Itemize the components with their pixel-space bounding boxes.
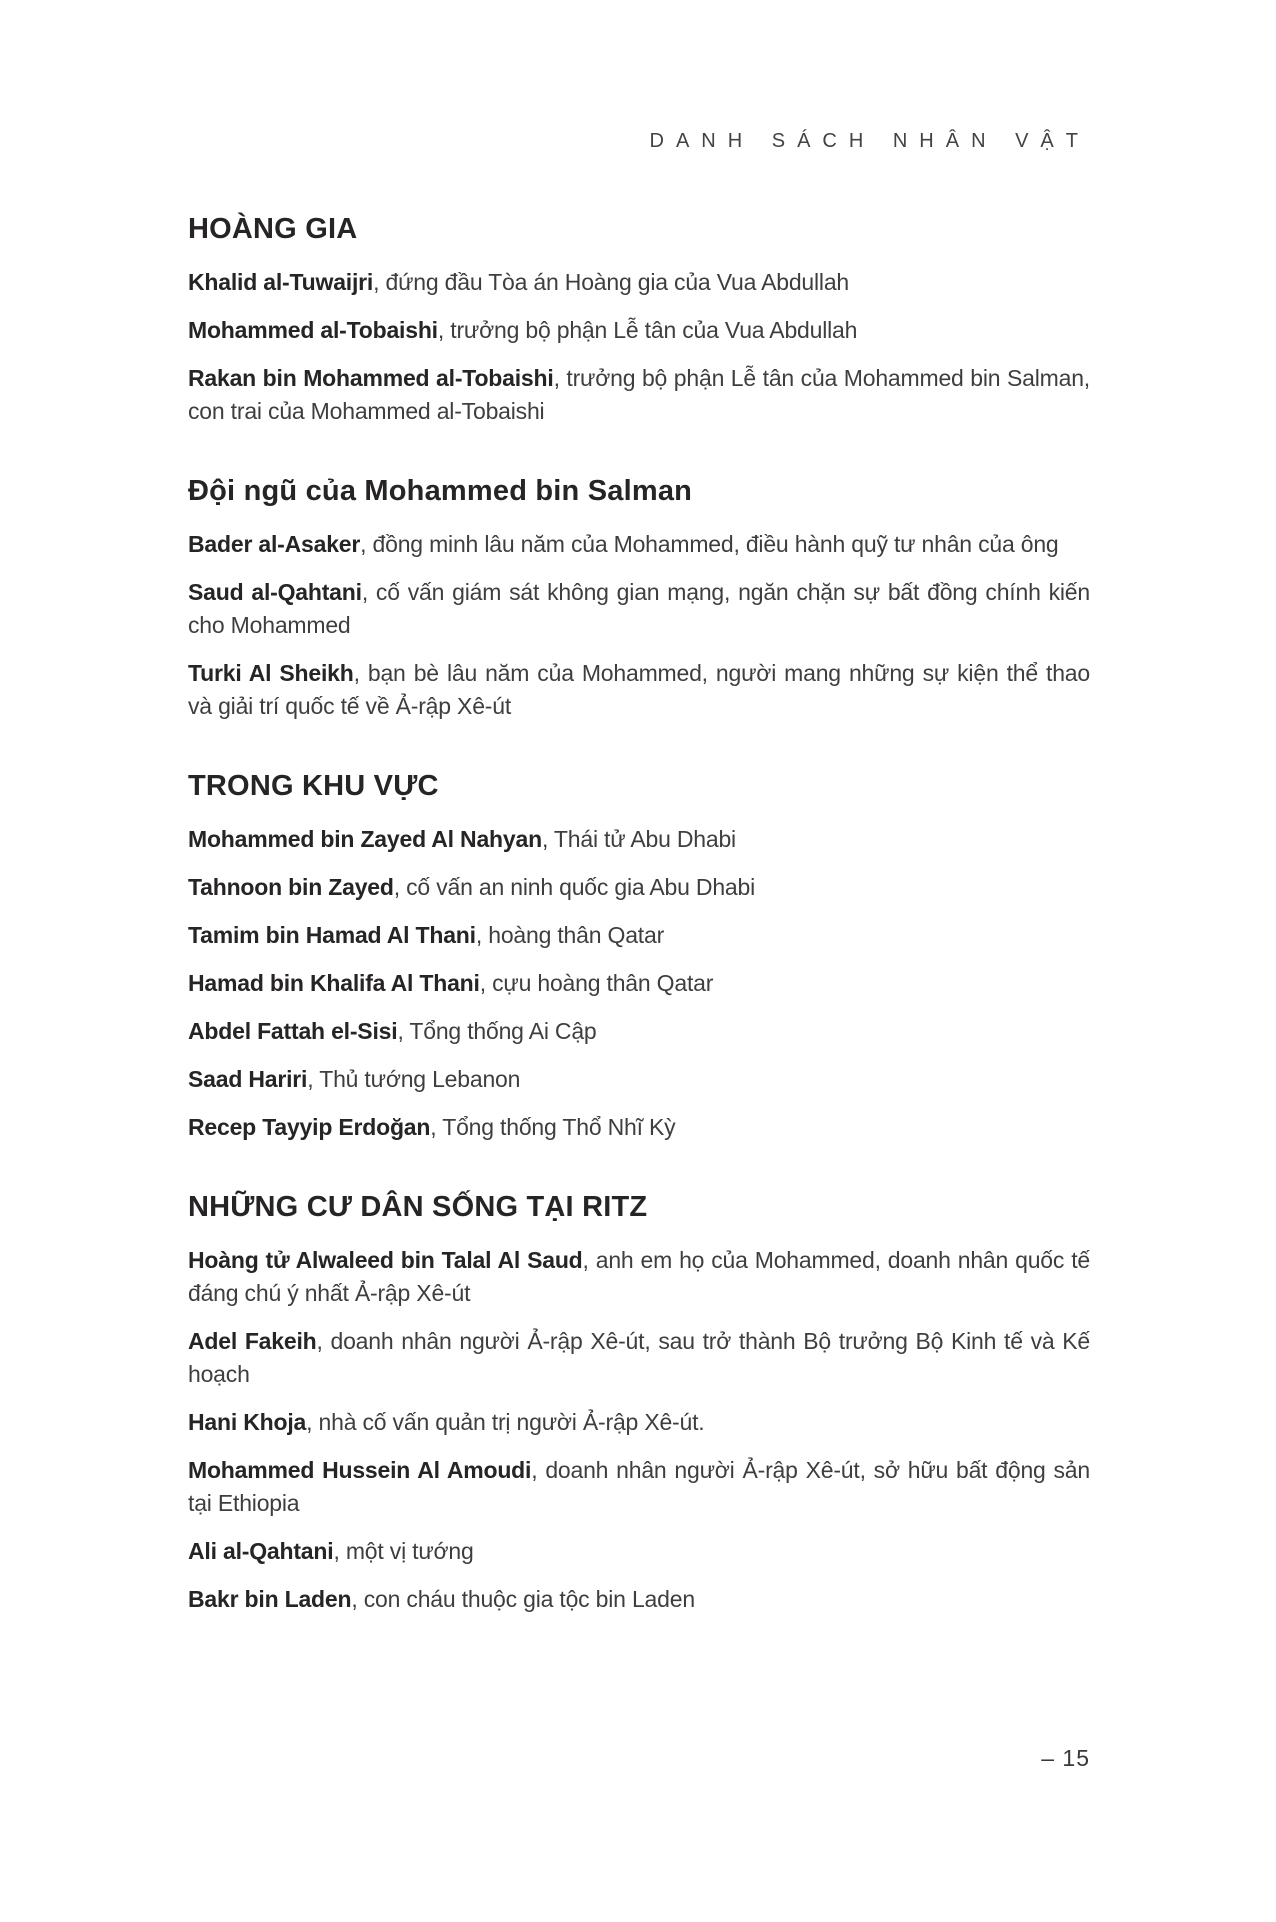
character-description: , cố vấn an ninh quốc gia Abu Dhabi <box>393 874 756 900</box>
character-name: Turki Al Sheikh <box>188 660 354 686</box>
character-entry <box>188 1583 1090 1616</box>
section-heading: TRONG KHU VỰC <box>188 770 439 802</box>
character-entry <box>188 266 1090 299</box>
character-name: Bakr bin Laden <box>188 1586 352 1612</box>
character-list <box>188 212 1090 1631</box>
character-description: , một vị tướng <box>333 1538 474 1564</box>
character-description: , hoàng thân Qatar <box>475 922 665 948</box>
character-description: , cố vấn giám sát không gian mạng, ngăn chặn sự bất đồng chính kiến cho Mohammed <box>188 579 1090 638</box>
character-name: Hamad bin Khalifa Al Thani <box>188 970 480 996</box>
character-description: , đứng đầu Tòa án Hoàng gia của Vua Abdullah <box>373 269 850 295</box>
character-name: Saad Hariri <box>188 1066 308 1092</box>
character-entry <box>188 1454 1090 1520</box>
section-trong-khu-vuc <box>188 769 1090 1144</box>
character-description: , cựu hoàng thân Qatar <box>479 970 714 996</box>
character-entry <box>188 967 1090 1000</box>
character-entry <box>188 362 1090 428</box>
character-description: , đồng minh lâu năm của Mohammed, điều hành quỹ tư nhân của ông <box>360 531 1059 557</box>
character-entry <box>188 528 1090 561</box>
section-cu-dan-ritz <box>188 1190 1090 1616</box>
character-name: Khalid al-Tuwaijri <box>188 269 374 295</box>
character-name: Bader al-Asaker <box>188 531 361 557</box>
character-name: Adel Fakeih <box>188 1328 317 1354</box>
character-entry <box>188 1406 1090 1439</box>
character-name: Hani Khoja <box>188 1409 307 1435</box>
section-doi-ngu-mbs <box>188 474 1090 723</box>
character-name: Rakan bin Mohammed al-Tobaishi <box>188 365 554 391</box>
character-entry <box>188 823 1090 856</box>
character-description: , Thái tử Abu Dhabi <box>541 826 736 852</box>
character-name: Mohammed Hussein Al Amoudi <box>188 1457 532 1483</box>
page-number: – 15 <box>1041 1745 1090 1771</box>
character-description: , Tổng thống Ai Cập <box>397 1018 597 1044</box>
character-name: Mohammed al-Tobaishi <box>188 317 438 343</box>
section-hoang-gia <box>188 212 1090 428</box>
character-name: Tahnoon bin Zayed <box>188 874 394 900</box>
character-entry <box>188 314 1090 347</box>
character-name: Abdel Fattah el-Sisi <box>188 1018 398 1044</box>
character-description: , Tổng thống Thổ Nhĩ Kỳ <box>430 1114 676 1140</box>
character-description: , doanh nhân người Ả-rập Xê-út, sở hữu bất động sản tại Ethiopia <box>188 1457 1090 1516</box>
character-entry <box>188 657 1090 723</box>
character-entry <box>188 1325 1090 1391</box>
character-name: Ali al-Qahtani <box>188 1538 334 1564</box>
character-name: Tamim bin Hamad Al Thani <box>188 922 476 948</box>
character-entry <box>188 871 1090 904</box>
character-entry <box>188 1111 1090 1144</box>
character-name: Saud al-Qahtani <box>188 579 362 605</box>
character-name: Hoàng tử Alwaleed bin Talal Al Saud <box>188 1247 583 1273</box>
character-description: , trưởng bộ phận Lễ tân của Mohammed bin Salman, con trai của Mohammed al-Tobaishi <box>188 365 1090 424</box>
character-name: Mohammed bin Zayed Al Nahyan <box>188 826 542 852</box>
character-name: Recep Tayyip Erdoğan <box>188 1114 431 1140</box>
character-description: , con cháu thuộc gia tộc bin Laden <box>351 1586 695 1612</box>
character-description: , bạn bè lâu năm của Mohammed, người mang những sự kiện thể thao và giải trí quốc tế về Ả-rập Xê-út <box>188 660 1090 719</box>
character-description: , Thủ tướng Lebanon <box>307 1066 521 1092</box>
section-heading: Đội ngũ của Mohammed bin Salman <box>188 475 693 507</box>
character-description: , trưởng bộ phận Lễ tân của Vua Abdullah <box>437 317 858 343</box>
character-description: , nhà cố vấn quản trị người Ả-rập Xê-út. <box>306 1409 705 1435</box>
character-entry <box>188 576 1090 642</box>
character-entry <box>188 1015 1090 1048</box>
character-description: , doanh nhân người Ả-rập Xê-út, sau trở thành Bộ trưởng Bộ Kinh tế và Kế hoạch <box>188 1328 1090 1387</box>
character-entry <box>188 1535 1090 1568</box>
character-entry <box>188 919 1090 952</box>
section-heading: NHỮNG CƯ DÂN SỐNG TẠI RITZ <box>188 1191 648 1223</box>
character-entry <box>188 1063 1090 1096</box>
character-description: , anh em họ của Mohammed, doanh nhân quốc tế đáng chú ý nhất Ả-rập Xê-út <box>188 1247 1090 1306</box>
running-header: DANH SÁCH NHÂN VẬT <box>649 130 1090 152</box>
character-entry <box>188 1244 1090 1310</box>
section-heading: HOÀNG GIA <box>188 213 358 245</box>
